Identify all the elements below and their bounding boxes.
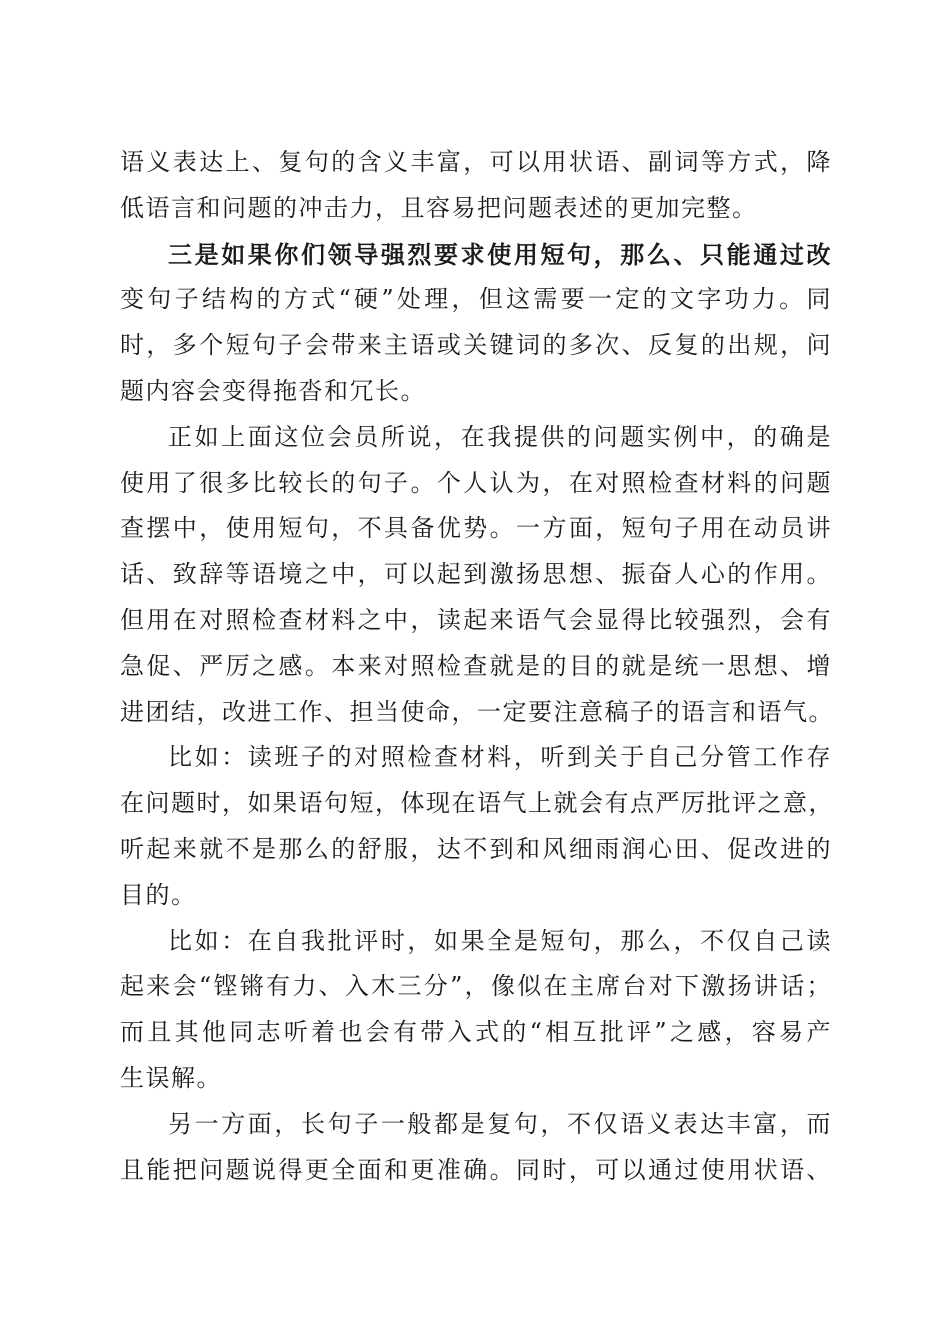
text-line: 查摆中，使用短句，不具备优势。一方面，短句子用在动员讲 bbox=[120, 514, 832, 543]
text-line: 时，多个短句子会带来主语或关键词的多次、反复的出规，问 bbox=[120, 331, 832, 360]
text-line: 比如：在自我批评时，如果全是短句，那么，不仅自己读 bbox=[168, 926, 832, 955]
text-line: 急促、严厉之感。本来对照检查就是的目的就是统一思想、增 bbox=[120, 651, 832, 680]
text-line: 比如：读班子的对照检查材料，听到关于自己分管工作存 bbox=[168, 743, 832, 772]
text-line: 三是如果你们领导强烈要求使用短句，那么、只能通过改 bbox=[168, 239, 832, 269]
text-line: 另一方面，长句子一般都是复句，不仅语义表达丰富，而 bbox=[168, 1109, 832, 1138]
text-line: 低语言和问题的冲击力，且容易把问题表述的更加完整。 bbox=[120, 193, 758, 222]
text-line: 生误解。 bbox=[120, 1063, 222, 1092]
document-page bbox=[120, 140, 832, 1193]
text-line: 目的。 bbox=[120, 880, 197, 909]
text-line: 而且其他同志听着也会有带入式的“相互批评”之感，容易产 bbox=[120, 1018, 832, 1047]
text-line: 且能把问题说得更全面和更准确。同时，可以通过使用状语、 bbox=[120, 1155, 832, 1184]
text-line: 正如上面这位会员所说，在我提供的问题实例中，的确是 bbox=[168, 422, 832, 451]
text-line: 语义表达上、复句的含义丰富，可以用状语、副词等方式，降 bbox=[120, 148, 832, 176]
text-line: 起来会“铿锵有力、入木三分”，像似在主席台对下激扬讲话； bbox=[120, 972, 832, 1001]
text-line: 进团结，改进工作、担当使命，一定要注意稿子的语言和语气。 bbox=[120, 697, 834, 726]
text-line: 题内容会变得拖沓和冗长。 bbox=[120, 376, 426, 405]
text-line: 话、致辞等语境之中，可以起到激扬思想、振奋人心的作用。 bbox=[120, 560, 832, 589]
text-line: 变句子结构的方式“硬”处理，但这需要一定的文字功力。同 bbox=[120, 285, 832, 314]
text-line: 听起来就不是那么的舒服，达不到和风细雨润心田、促改进的 bbox=[120, 834, 832, 863]
text-line: 但用在对照检查材料之中，读起来语气会显得比较强烈，会有 bbox=[120, 605, 832, 634]
text-line: 使用了很多比较长的句子。个人认为，在对照检查材料的问题 bbox=[120, 468, 832, 497]
text-line: 在问题时，如果语句短，体现在语气上就会有点严厉批评之意， bbox=[120, 789, 834, 818]
